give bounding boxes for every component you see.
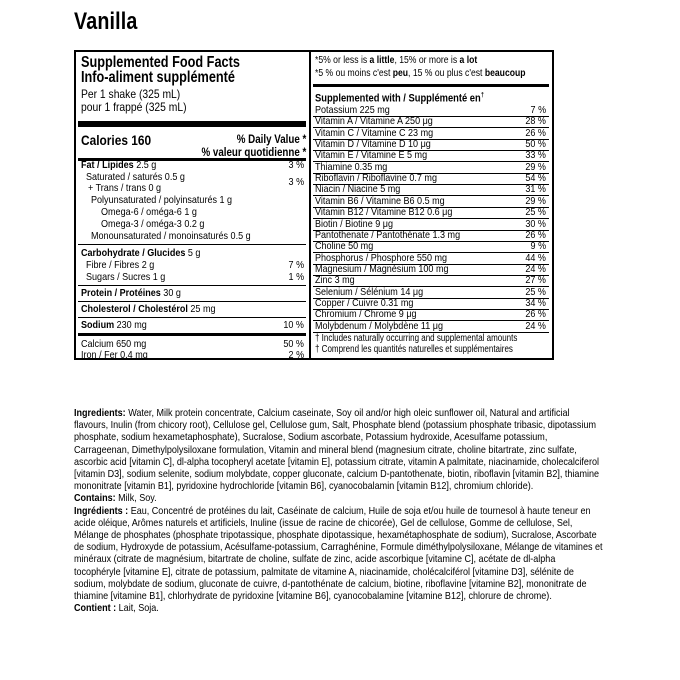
calcium-pct: 50 % bbox=[283, 338, 304, 350]
supplemented-label: Vitamin D / Vitamine D 10 μg bbox=[315, 138, 431, 151]
serving-size-en: Per 1 shake (325 mL) bbox=[81, 87, 181, 101]
serving-size-fr: pour 1 frappé (325 mL) bbox=[81, 99, 187, 114]
supplemented-label: Phosphorus / Phosphore 550 mg bbox=[315, 251, 448, 264]
supplemented-row bbox=[315, 219, 546, 230]
fibre-pct: 7 % bbox=[288, 259, 304, 271]
supplemented-row bbox=[315, 275, 546, 286]
facts-right-column bbox=[311, 52, 552, 358]
supplemented-row bbox=[315, 196, 546, 207]
supplemented-label: Biotin / Biotine 9 μg bbox=[315, 217, 393, 230]
supplemented-pct: 54 % bbox=[525, 172, 546, 185]
fibre-label: Fibre / Fibres 2 g bbox=[86, 259, 155, 271]
supplemented-row bbox=[315, 105, 546, 116]
supplemented-pct: 50 % bbox=[525, 138, 546, 151]
divider-medium bbox=[78, 333, 306, 336]
supplemented-pct: 28 % bbox=[525, 115, 546, 128]
supplemented-row bbox=[315, 309, 546, 320]
ingredients-en bbox=[74, 407, 604, 492]
supplemented-row bbox=[315, 264, 546, 275]
supplemented-label: Magnesium / Magnésium 100 mg bbox=[315, 262, 449, 275]
divider-thin bbox=[78, 317, 306, 318]
supplemented-label: Vitamin B6 / Vitamine B6 0.5 mg bbox=[315, 194, 445, 207]
daily-value-header bbox=[201, 134, 306, 159]
supplemented-row bbox=[315, 287, 546, 298]
protein-row bbox=[81, 288, 304, 299]
contains-en bbox=[74, 492, 604, 504]
supplemented-pct: 24 % bbox=[525, 319, 546, 332]
supplemented-label: Vitamin A / Vitamine A 250 μg bbox=[315, 115, 433, 128]
supplemented-label: Pantothenate / Pantothénate 1.3 mg bbox=[315, 228, 461, 241]
supplemented-label: Molybdenum / Molybdène 11 μg bbox=[315, 319, 444, 332]
iron-row bbox=[81, 350, 304, 361]
supplemented-pct: 9 % bbox=[530, 240, 546, 253]
carb-label: Carbohydrate / Glucides bbox=[81, 247, 186, 259]
sugars-row bbox=[81, 272, 304, 283]
supplemented-pct: 27 % bbox=[525, 274, 546, 287]
supplemented-pct: 26 % bbox=[525, 228, 546, 241]
omega3-row bbox=[81, 219, 304, 230]
supplemented-label: Vitamin E / Vitamine E 5 mg bbox=[315, 149, 428, 162]
ingredients-block bbox=[74, 407, 603, 615]
supplemented-pct: 30 % bbox=[525, 217, 546, 230]
supplemented-label: Selenium / Sélénium 14 μg bbox=[315, 285, 424, 298]
saturated-label: Saturated / saturés 0.5 g bbox=[86, 171, 185, 183]
supplemented-label: Choline 50 mg bbox=[315, 240, 374, 253]
supplemented-row bbox=[315, 173, 546, 184]
carb-amount: 5 g bbox=[187, 247, 201, 259]
ingredients-en-label: Ingredients: bbox=[74, 407, 126, 419]
fat-row bbox=[81, 160, 304, 171]
serving-size bbox=[81, 88, 187, 113]
saturated-pct: 3 % bbox=[288, 176, 304, 188]
supplemented-label: Copper / Cuivre 0.31 mg bbox=[315, 296, 414, 309]
omega3-label: Omega-3 / oméga-3 0.2 g bbox=[101, 218, 205, 230]
cholesterol-row bbox=[81, 304, 304, 315]
calories: Calories 160 bbox=[81, 132, 152, 148]
supplemented-label: Riboflavin / Riboflavine 0.7 mg bbox=[315, 172, 437, 185]
supplemented-row bbox=[315, 128, 546, 139]
sugars-pct: 1 % bbox=[288, 271, 304, 283]
poly-row bbox=[81, 195, 304, 206]
trans-label: + Trans / trans 0 g bbox=[88, 182, 162, 194]
nutrition-facts-panel bbox=[74, 50, 554, 360]
sodium-pct: 10 % bbox=[283, 319, 304, 331]
fat-label: Fat / Lipides bbox=[81, 159, 134, 171]
flavor-title: Vanilla bbox=[74, 8, 138, 35]
contains-label: Contains: bbox=[74, 492, 116, 505]
daily-value-fr: % valeur quotidienne * bbox=[201, 146, 306, 159]
supplemented-pct: 29 % bbox=[525, 160, 546, 173]
trans-row bbox=[81, 183, 304, 194]
fibre-row bbox=[81, 260, 304, 271]
supplemented-pct: 31 % bbox=[525, 183, 546, 196]
contient-label: Contient : bbox=[74, 602, 117, 615]
iron-pct: 2 % bbox=[288, 349, 304, 361]
sugars-label: Sugars / Sucres 1 g bbox=[86, 271, 166, 283]
facts-title-fr: Info-aliment supplémenté bbox=[81, 69, 235, 86]
sodium-amount: 230 mg bbox=[116, 319, 147, 331]
fat-amount: 2.5 g bbox=[136, 159, 157, 171]
mono-row bbox=[81, 231, 304, 242]
fat-pct: 3 % bbox=[288, 159, 304, 171]
facts-left-column bbox=[76, 52, 310, 361]
supplemented-label: Vitamin B12 / Vitamine B12 0.6 μg bbox=[315, 206, 453, 219]
divider-thick bbox=[78, 121, 306, 127]
supplemented-header: Supplemented with / Supplémenté en† bbox=[315, 92, 485, 105]
supplemented-label: Niacin / Niacine 5 mg bbox=[315, 183, 401, 196]
supplemented-label: Thiamine 0.35 mg bbox=[315, 160, 388, 173]
supplemented-label: Potassium 225 mg bbox=[315, 104, 390, 116]
supplemented-row bbox=[315, 184, 546, 195]
supplemented-label: Zinc 3 mg bbox=[315, 274, 355, 287]
supplemented-row bbox=[315, 321, 546, 332]
supplemented-pct: 24 % bbox=[525, 262, 546, 275]
divider-thin bbox=[78, 285, 306, 286]
protein-amount: 30 g bbox=[163, 287, 181, 299]
supplemented-label: Chromium / Chrome 9 μg bbox=[315, 308, 417, 321]
ingredients-en-text: Water, Milk protein concentrate, Calcium caseinate, Soy oil and/or high oleic sunflower oil, Natural and artificial flavours, Inulin (from chicory root), Cellulose gel, Cellulose gum, Salt, Phosphate blend (potassium phosphate tribasic, dipotassium phosphate, sodium hexametaphosphate), Sucralose, Sodium ascorbate, Potassium hydroxide, Acesulfame potassium, Carrageenan, Dimethylpolysiloxane formulation, Vitamin and mineral blend (magnesium citrate, choline bitartrate, zinc sulfate, ascorbic acid [vitamin C], dl-alpha tocopheryl acetate [vitamin E], potassium citrate, vitamin A palmitate, niacinamide, cholecalciferol [vitamin D3], sodium selenite, sodium molybdate, copper gluconate, calcium D-pantothenate, biotin, riboflavin [vitamin B2], thiamine mononitrate [vitamin B1], pyridoxine hydrochloride [vitamin B6], cyanocobalamin [vitamin B12], chromium chloride). bbox=[74, 407, 600, 493]
supplemented-pct: 25 % bbox=[525, 285, 546, 298]
poly-label: Polyunsaturated / polyinsaturés 1 g bbox=[91, 194, 233, 206]
contains-text: Milk, Soy. bbox=[118, 492, 157, 505]
footnote-fr: † Comprend les quantités naturelles et supplémentaires bbox=[315, 344, 513, 355]
supplemented-pct: 29 % bbox=[525, 194, 546, 207]
supplemented-row bbox=[315, 298, 546, 309]
supplemented-pct: 33 % bbox=[525, 149, 546, 162]
cholesterol-amount: 25 mg bbox=[190, 303, 216, 315]
supplemented-pct: 25 % bbox=[525, 206, 546, 219]
supplemented-pct: 44 % bbox=[525, 251, 546, 264]
supplemented-row bbox=[315, 207, 546, 218]
divider-medium bbox=[313, 84, 549, 87]
supplemented-row bbox=[315, 150, 546, 161]
mono-label: Monounsaturated / monoinsaturés 0.5 g bbox=[91, 230, 251, 242]
carb-row bbox=[81, 248, 304, 259]
legend-en: *5% or less is a little, 15% or more is a lot bbox=[315, 54, 478, 66]
ingredients-fr-text: Eau, Concentré de protéines du lait, Caséinate de calcium, Huile de soja et/ou huile de tournesol à haute teneur en acide oléique, Arômes naturels et artificiels, Inuline (issue de racine de chicorée), Gel de cellulose, Gomme de cellulose, Sel, Mélange de phosphates (phosphate tripotassique, phosphate dipotassique, hexamétaphosphate de sodium), Sucralose, Ascorbate de sodium, Hydroxyde de potassium, Acésulfame-potassium, Carraghénine, Formule diméthylpolysiloxane, Mélange de vitamines et minéraux (citrate de magnésium, bitartrate de choline, sulfate de zinc, acide ascorbique [vitamine C], acétate de dl-alpha tocophéryle [vitamine E], citrate de potassium, palmitate de vitamine A, niacinamide, cholécalciférol [vitamine D3], sélénite de sodium, molybdate de sodium, gluconate de cuivre, d-pantothénate de calcium, biotine, riboflavine [vitamine B2], mononitrate de thiamine [vitamine B1], chlorhydrate de pyridoxine [vitamine B6], cyanocobalamine [vitamine B12], chlorure de chrome). bbox=[74, 504, 603, 603]
supplemented-pct: 26 % bbox=[525, 308, 546, 321]
sodium-row bbox=[81, 320, 304, 331]
ingredients-fr-label: Ingrédients : bbox=[74, 504, 129, 517]
supplemented-pct: 34 % bbox=[525, 296, 546, 309]
supplemented-pct: 7 % bbox=[530, 104, 546, 116]
cholesterol-label: Cholesterol / Cholestérol bbox=[81, 303, 188, 315]
facts-heading bbox=[81, 55, 240, 85]
supplemented-row bbox=[315, 139, 546, 150]
supplemented-row bbox=[315, 253, 546, 264]
divider-thin bbox=[78, 244, 306, 245]
omega6-row bbox=[81, 207, 304, 218]
supplemented-label: Vitamin C / Vitamine C 23 mg bbox=[315, 126, 434, 139]
supplemented-row bbox=[315, 162, 546, 173]
ingredients-fr bbox=[74, 505, 604, 603]
footnote-en: † Includes naturally occurring and supplemental amounts bbox=[315, 333, 518, 344]
supplemented-row bbox=[315, 241, 546, 252]
divider-thin bbox=[78, 301, 306, 302]
supplemented-row bbox=[315, 116, 546, 127]
sodium-label: Sodium bbox=[81, 319, 115, 331]
facts-title-en: Supplemented Food Facts bbox=[81, 54, 240, 71]
iron-label: Iron / Fer 0.4 mg bbox=[81, 349, 148, 361]
omega6-label: Omega-6 / oméga-6 1 g bbox=[101, 206, 197, 218]
legend-fr: *5 % ou moins c'est peu, 15 % ou plus c'est beaucoup bbox=[315, 67, 526, 79]
contains-fr bbox=[74, 602, 604, 614]
calcium-label: Calcium 650 mg bbox=[81, 338, 147, 350]
supplemented-pct: 26 % bbox=[525, 126, 546, 139]
daily-value-en: % Daily Value * bbox=[236, 134, 306, 146]
contient-text: Lait, Soja. bbox=[118, 602, 159, 615]
protein-label: Protein / Protéines bbox=[81, 287, 161, 299]
supplemented-row bbox=[315, 230, 546, 241]
